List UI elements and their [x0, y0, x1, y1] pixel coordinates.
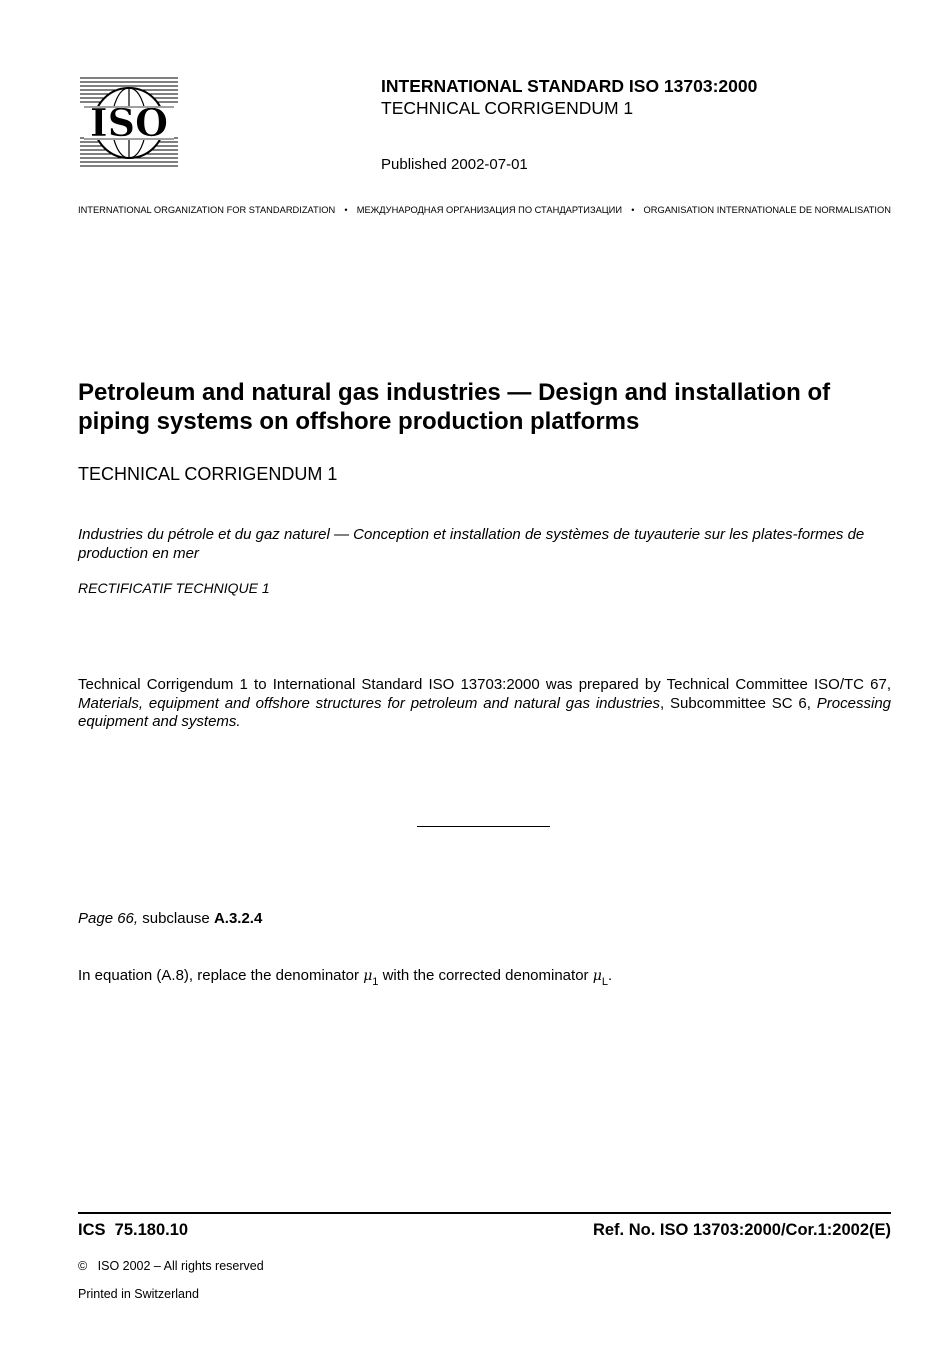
- prep-text-1: Technical Corrigendum 1 to International Standard ISO 13703:2000 was prepared by Technical Committee ISO/TC 67,: [78, 676, 891, 693]
- french-rectificatif: RECTIFICATIF TECHNIQUE 1: [78, 580, 270, 596]
- reference-number: Ref. No. ISO 13703:2000/Cor.1:2002(E): [592, 1221, 891, 1239]
- eq-text-1: In equation (A.8), replace the denominator: [78, 967, 364, 984]
- correction-instruction: [78, 967, 613, 988]
- iso-globe-logo-icon: [78, 76, 180, 170]
- standard-subtitle: TECHNICAL CORRIGENDUM 1: [381, 98, 634, 118]
- corrigendum-label: TECHNICAL CORRIGENDUM 1: [78, 464, 338, 484]
- old-subscript: 1: [372, 976, 379, 988]
- ics-code: ICS 75.180.10: [78, 1221, 189, 1239]
- mu-symbol-old: μ: [363, 968, 373, 984]
- footer-rule: [78, 1212, 891, 1214]
- subclause-number: A.3.2.4: [213, 910, 263, 927]
- org-name-ru: МЕЖДУНАРОДНАЯ ОРГАНИЗАЦИЯ ПО СТАНДАРТИЗАЦИИ: [356, 205, 623, 215]
- printed-in: Printed in Switzerland: [78, 1287, 199, 1301]
- eq-end: .: [607, 967, 613, 984]
- document-title: Petroleum and natural gas industries — Design and installation of piping systems on offshore production platforms: [78, 379, 831, 435]
- org-name-en: INTERNATIONAL ORGANIZATION FOR STANDARDIZATION: [78, 205, 336, 215]
- eq-text-2: with the corrected denominator: [378, 967, 593, 984]
- page-reference: [78, 910, 262, 927]
- new-subscript: L: [601, 976, 608, 988]
- standard-title: INTERNATIONAL STANDARD ISO 13703:2000: [381, 76, 758, 96]
- published-date: Published 2002-07-01: [381, 156, 528, 173]
- iso-logo: [78, 76, 180, 170]
- page-number: Page 66,: [78, 910, 139, 927]
- org-separator: •: [344, 205, 348, 215]
- subcommittee-name: Processing equipment and systems.: [78, 694, 891, 730]
- prep-text-2: , Subcommittee SC 6,: [660, 694, 817, 712]
- subclause-text: subclause: [138, 910, 214, 927]
- organization-line: [78, 205, 891, 215]
- org-separator: •: [631, 205, 635, 215]
- french-title: Industries du pétrole et du gaz naturel — Conception et installation de systèmes de tuyauterie sur les plates-formes de production en mer: [78, 526, 865, 562]
- org-name-fr: ORGANISATION INTERNATIONALE DE NORMALISATION: [643, 205, 891, 215]
- copyright: © ISO 2002 – All rights reserved: [78, 1259, 264, 1273]
- committee-name: Materials, equipment and offshore structures for petroleum and natural gas industries: [78, 694, 661, 712]
- preparation-paragraph: [78, 676, 891, 732]
- mu-symbol-new: μ: [592, 968, 602, 984]
- separator-line: [417, 826, 550, 827]
- logo-text: ISO: [89, 100, 169, 145]
